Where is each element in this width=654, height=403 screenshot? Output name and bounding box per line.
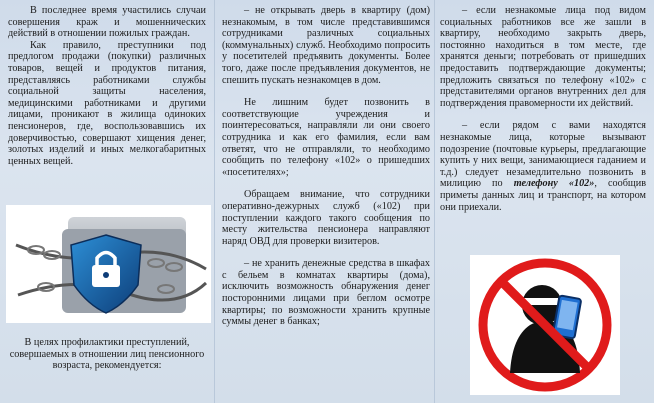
folder-lock-shield-icon xyxy=(6,205,211,323)
advice-visitors: – если незнакомые лица под видом социальных работников все же зашли в квартиру, необходимо закрыть дверь, постоянно находиться в том месте, где хранятся деньги; потребовать от пришедших предоставить подтверждающие документы; предложить связаться по телефону «102» с представителями органов внутренних дел для подтверждения правомерности их действий. xyxy=(440,5,646,109)
intro-paragraph: В последнее время участились случаи совершения краж и мошеннических действий в отношении пожилых граждан. xyxy=(8,5,206,40)
advice-notice: Обращаем внимание, что сотрудники оперативно-дежурных служб («102) при поступлении каждого такого сообщения по месту жительства пенсионера направляют наряд ОВД для проверки визитеров. xyxy=(222,189,430,247)
advice-door: – не открывать дверь в квартиру (дом) незнакомым, в том числе представившимся сотрудниками различных социальных (коммунальных) служб. Необходимо попросить у посетителей предъявить документы. Более того, даже после предъявления документов, не спешить пускать незнакомцев в дом. xyxy=(222,5,430,86)
folder-lock-image xyxy=(6,205,211,323)
advice-call: Не лишним будет позвонить в соответствующие учреждения и поинтересоваться, направляли ли они своего сотрудника и как его фамилия, если вам ответят, что не отправляли, то необходимо сообщить по телефону «102» о пришедших «посетителях»; xyxy=(222,97,430,178)
column-divider xyxy=(214,0,215,403)
thief-phone-image xyxy=(470,255,620,395)
column-middle xyxy=(218,0,434,403)
advice-strangers: – если рядом с вами находятся незнакомые лица, которые вызывают подозрение (почтовые курьеры, предлагающие купить у них вещи, занимающиеся гаданием и т.д.) следует незамедлительно позвонить в милицию по телефону «102», сообщив приметы данных лиц и транспорт, на котором они приехали. xyxy=(440,120,647,213)
method-paragraph: Как правило, преступники под предлогом продажи (покупки) различных товаров, вещей и продуктов питания, представляясь работниками службы социальной защиты населения, медицинскими работниками и другими лицами, проникают в жилища одиноких пенсионеров, где, воспользовавшись их доверчивостью, совершают хищения денег, золотых изделий и иных мелкогабаритных ценных вещей. xyxy=(8,39,206,167)
column-divider xyxy=(434,0,435,403)
phone-emphasis: телефону «102» xyxy=(513,178,595,190)
no-phone-thief-icon xyxy=(470,255,620,395)
advice-money: – не хранить денежные средства в шкафах с бельем в комнатах квартиры (дома), исключить возможность обнаружения денег посторонними лицами при беглом осмотре квартиры; по возможности хранить крупные суммы денег в банках; xyxy=(222,258,430,328)
recommend-intro: В целях профилактики преступлений, совершаемых в отношении лиц пенсионного возраста, рекомендуется: xyxy=(9,337,205,372)
